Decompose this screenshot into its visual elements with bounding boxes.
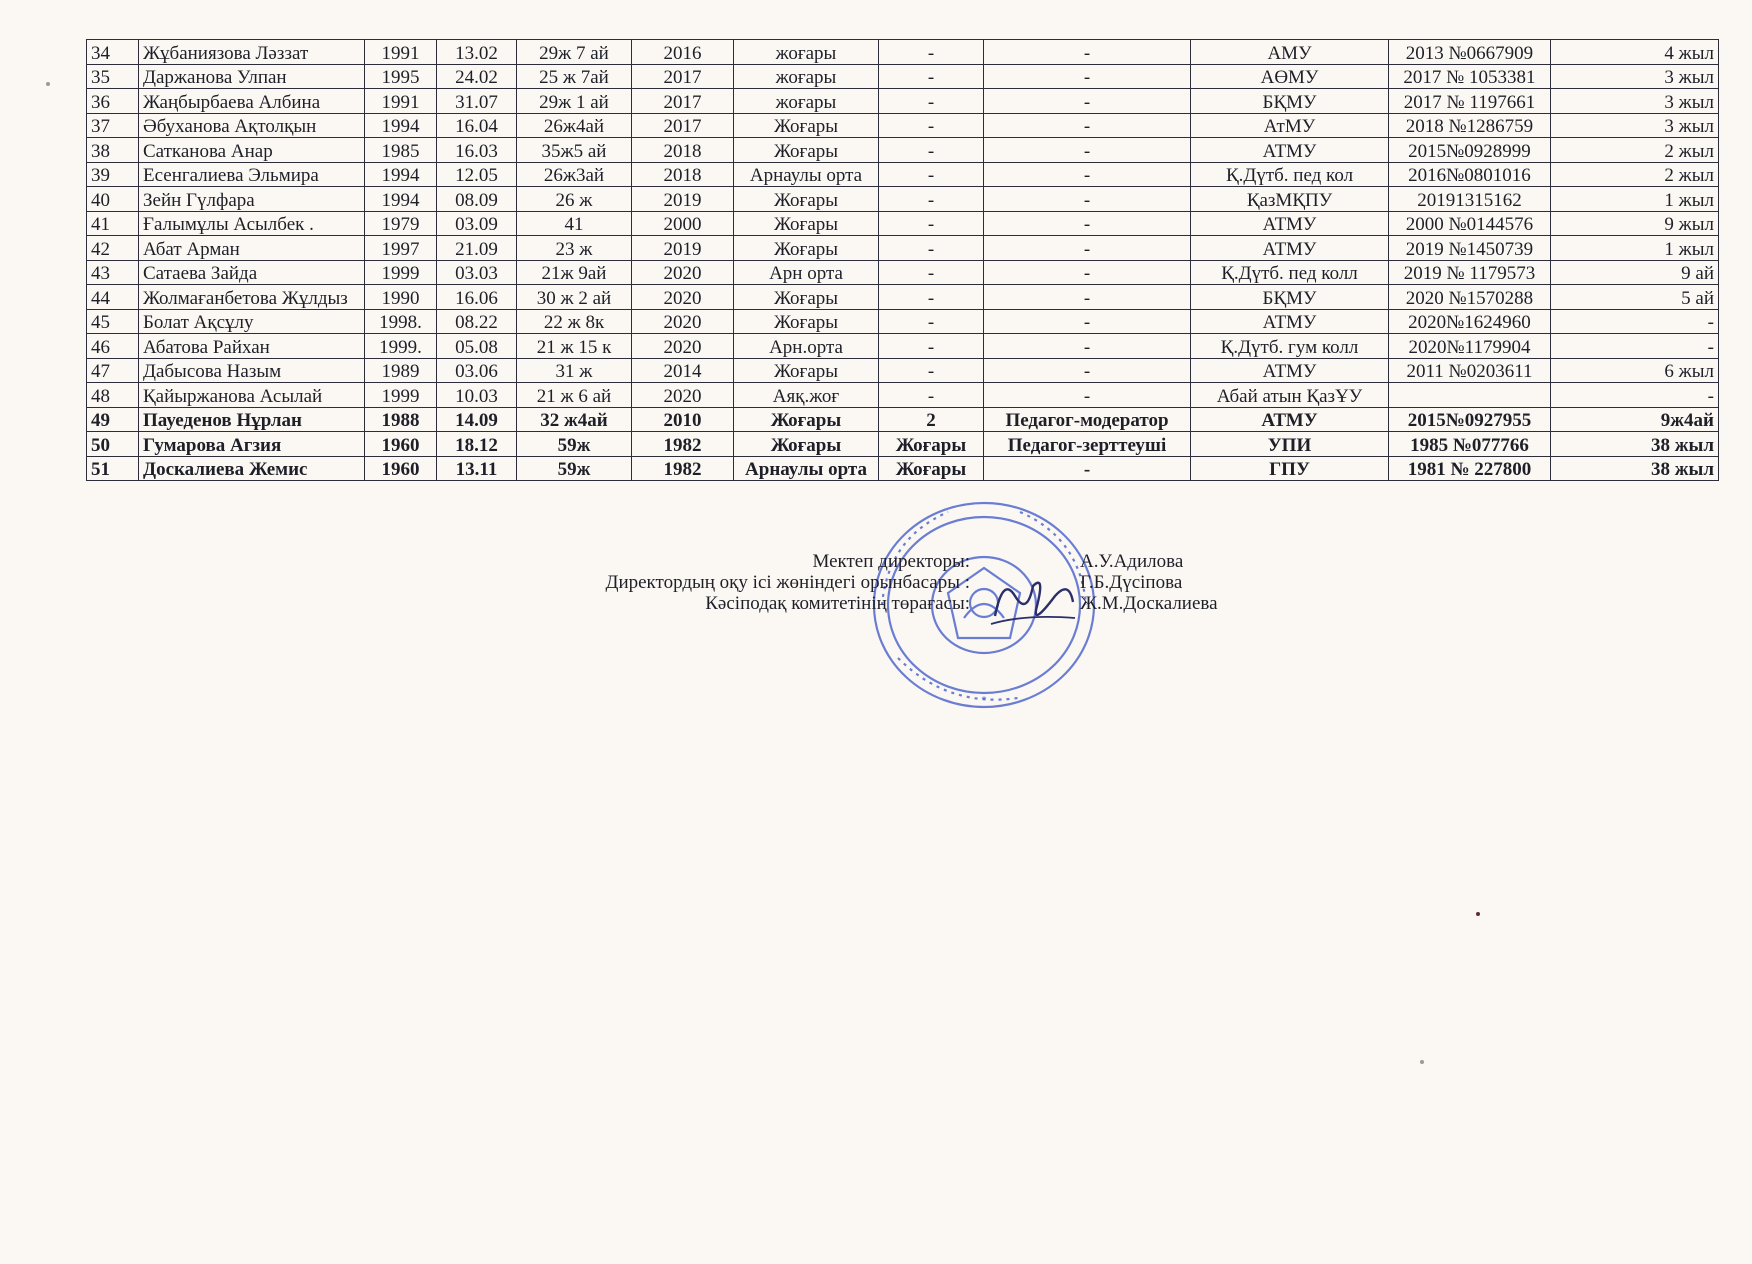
table-row	[87, 334, 1719, 359]
start-year-cell: 2020	[632, 309, 734, 334]
work-experience-cell: 3 жыл	[1551, 113, 1719, 138]
institution-cell: ГПУ	[1191, 456, 1389, 481]
category-cell: -	[879, 64, 984, 89]
scan-speck	[1420, 1060, 1424, 1064]
education-cell: Жоғары	[734, 358, 879, 383]
scan-speck	[46, 82, 50, 86]
signature-role: Мектеп директоры:	[812, 551, 970, 572]
education-cell: Арнаулы орта	[734, 456, 879, 481]
signature-role: Директордың оқу ісі жөніндегі орынбасары :	[605, 572, 970, 593]
institution-cell: АТМУ	[1191, 211, 1389, 236]
handwritten-signature	[985, 566, 1081, 636]
diploma-number-cell: 2000 №0144576	[1389, 211, 1551, 236]
institution-cell: АӨМУ	[1191, 64, 1389, 89]
category-cell: -	[879, 89, 984, 114]
diploma-number-cell: 2015№0927955	[1389, 407, 1551, 432]
start-year-cell: 2000	[632, 211, 734, 236]
work-experience-cell: 9 ай	[1551, 260, 1719, 285]
birth-date-cell: 16.04	[437, 113, 517, 138]
row-number-cell: 40	[87, 187, 139, 212]
qualification-cell: -	[984, 358, 1191, 383]
table-row	[87, 113, 1719, 138]
education-cell: Жоғары	[734, 285, 879, 310]
education-cell: Жоғары	[734, 236, 879, 261]
diploma-number-cell: 2015№0928999	[1389, 138, 1551, 163]
qualification-cell: -	[984, 260, 1191, 285]
work-experience-cell: 5 ай	[1551, 285, 1719, 310]
age-cell: 29ж 1 ай	[517, 89, 632, 114]
row-number-cell: 45	[87, 309, 139, 334]
institution-cell: АтМУ	[1191, 113, 1389, 138]
age-cell: 26ж4ай	[517, 113, 632, 138]
table-row	[87, 358, 1719, 383]
signature-role: Кәсіподақ комитетінің төрағасы:	[705, 593, 970, 614]
institution-cell: АТМУ	[1191, 407, 1389, 432]
staff-table	[86, 39, 1719, 481]
full-name-cell: Есенгалиева Эльмира	[139, 162, 365, 187]
birth-year-cell: 1999	[365, 260, 437, 285]
row-number-cell: 48	[87, 383, 139, 408]
table-row	[87, 89, 1719, 114]
category-cell: -	[879, 260, 984, 285]
category-cell: -	[879, 236, 984, 261]
birth-year-cell: 1990	[365, 285, 437, 310]
education-cell: Жоғары	[734, 138, 879, 163]
qualification-cell: -	[984, 162, 1191, 187]
category-cell: -	[879, 113, 984, 138]
table-row	[87, 211, 1719, 236]
education-cell: Жоғары	[734, 407, 879, 432]
svg-text:*: *	[981, 694, 987, 706]
staff-table-body	[87, 40, 1719, 481]
full-name-cell: Жолмағанбетова Жұлдыз	[139, 285, 365, 310]
age-cell: 22 ж 8к	[517, 309, 632, 334]
birth-date-cell: 31.07	[437, 89, 517, 114]
diploma-number-cell: 20191315162	[1389, 187, 1551, 212]
table-row	[87, 187, 1719, 212]
row-number-cell: 38	[87, 138, 139, 163]
work-experience-cell: 38 жыл	[1551, 432, 1719, 457]
diploma-number-cell: 2019 № 1179573	[1389, 260, 1551, 285]
full-name-cell: Дабысова Назым	[139, 358, 365, 383]
category-cell: -	[879, 358, 984, 383]
birth-year-cell: 1995	[365, 64, 437, 89]
age-cell: 23 ж	[517, 236, 632, 261]
birth-year-cell: 1994	[365, 162, 437, 187]
work-experience-cell: 9 жыл	[1551, 211, 1719, 236]
institution-cell: УПИ	[1191, 432, 1389, 457]
birth-year-cell: 1999.	[365, 334, 437, 359]
work-experience-cell: -	[1551, 334, 1719, 359]
birth-year-cell: 1991	[365, 40, 437, 65]
full-name-cell: Даржанова Улпан	[139, 64, 365, 89]
start-year-cell: 2017	[632, 89, 734, 114]
table-row	[87, 236, 1719, 261]
age-cell: 21ж 9ай	[517, 260, 632, 285]
diploma-number-cell: 2017 № 1053381	[1389, 64, 1551, 89]
work-experience-cell: 4 жыл	[1551, 40, 1719, 65]
row-number-cell: 36	[87, 89, 139, 114]
institution-cell: АТМУ	[1191, 236, 1389, 261]
category-cell: -	[879, 285, 984, 310]
diploma-number-cell: 1981 № 227800	[1389, 456, 1551, 481]
birth-year-cell: 1960	[365, 432, 437, 457]
work-experience-cell: 3 жыл	[1551, 64, 1719, 89]
institution-cell: АТМУ	[1191, 309, 1389, 334]
table-row	[87, 432, 1719, 457]
category-cell: -	[879, 40, 984, 65]
birth-date-cell: 18.12	[437, 432, 517, 457]
category-cell: -	[879, 334, 984, 359]
full-name-cell: Зейн Гүлфара	[139, 187, 365, 212]
start-year-cell: 1982	[632, 456, 734, 481]
institution-cell: АТМУ	[1191, 358, 1389, 383]
table-row	[87, 407, 1719, 432]
full-name-cell: Қайыржанова Асылай	[139, 383, 365, 408]
birth-year-cell: 1988	[365, 407, 437, 432]
education-cell: Арнаулы орта	[734, 162, 879, 187]
birth-date-cell: 08.09	[437, 187, 517, 212]
category-cell: 2	[879, 407, 984, 432]
table-row	[87, 260, 1719, 285]
row-number-cell: 43	[87, 260, 139, 285]
row-number-cell: 34	[87, 40, 139, 65]
table-row	[87, 309, 1719, 334]
birth-year-cell: 1979	[365, 211, 437, 236]
start-year-cell: 2019	[632, 236, 734, 261]
qualification-cell: -	[984, 138, 1191, 163]
education-cell: Жоғары	[734, 432, 879, 457]
birth-date-cell: 05.08	[437, 334, 517, 359]
education-cell: жоғары	[734, 64, 879, 89]
birth-date-cell: 12.05	[437, 162, 517, 187]
full-name-cell: Сатаева Зайда	[139, 260, 365, 285]
birth-date-cell: 14.09	[437, 407, 517, 432]
row-number-cell: 39	[87, 162, 139, 187]
education-cell: Арн.орта	[734, 334, 879, 359]
institution-cell: Қ.Дүтб. гум колл	[1191, 334, 1389, 359]
qualification-cell: -	[984, 383, 1191, 408]
birth-year-cell: 1985	[365, 138, 437, 163]
work-experience-cell: 38 жыл	[1551, 456, 1719, 481]
start-year-cell: 2020	[632, 260, 734, 285]
birth-year-cell: 1994	[365, 113, 437, 138]
age-cell: 59ж	[517, 432, 632, 457]
education-cell: жоғары	[734, 40, 879, 65]
birth-date-cell: 13.02	[437, 40, 517, 65]
institution-cell: Қ.Дүтб. пед кол	[1191, 162, 1389, 187]
birth-year-cell: 1960	[365, 456, 437, 481]
diploma-number-cell: 2011 №0203611	[1389, 358, 1551, 383]
qualification-cell: -	[984, 236, 1191, 261]
full-name-cell: Ғалымұлы Асылбек .	[139, 211, 365, 236]
work-experience-cell: 2 жыл	[1551, 138, 1719, 163]
birth-year-cell: 1998.	[365, 309, 437, 334]
age-cell: 31 ж	[517, 358, 632, 383]
start-year-cell: 2020	[632, 334, 734, 359]
work-experience-cell: 1 жыл	[1551, 187, 1719, 212]
start-year-cell: 2016	[632, 40, 734, 65]
category-cell: Жоғары	[879, 432, 984, 457]
diploma-number-cell: 2018 №1286759	[1389, 113, 1551, 138]
table-row	[87, 456, 1719, 481]
institution-cell: БҚМУ	[1191, 89, 1389, 114]
qualification-cell: -	[984, 309, 1191, 334]
birth-year-cell: 1999	[365, 383, 437, 408]
birth-year-cell: 1994	[365, 187, 437, 212]
age-cell: 21 ж 6 ай	[517, 383, 632, 408]
birth-date-cell: 03.06	[437, 358, 517, 383]
institution-cell: АТМУ	[1191, 138, 1389, 163]
diploma-number-cell	[1389, 383, 1551, 408]
diploma-number-cell: 2016№0801016	[1389, 162, 1551, 187]
qualification-cell: -	[984, 40, 1191, 65]
start-year-cell: 2014	[632, 358, 734, 383]
institution-cell: БҚМУ	[1191, 285, 1389, 310]
start-year-cell: 2017	[632, 64, 734, 89]
full-name-cell: Гумарова Агзия	[139, 432, 365, 457]
full-name-cell: Жұбаниязова Ләззат	[139, 40, 365, 65]
education-cell: Арн орта	[734, 260, 879, 285]
birth-date-cell: 13.11	[437, 456, 517, 481]
start-year-cell: 2010	[632, 407, 734, 432]
diploma-number-cell: 2020№1179904	[1389, 334, 1551, 359]
birth-year-cell: 1989	[365, 358, 437, 383]
birth-date-cell: 16.06	[437, 285, 517, 310]
table-row	[87, 285, 1719, 310]
start-year-cell: 1982	[632, 432, 734, 457]
full-name-cell: Пауеденов Нұрлан	[139, 407, 365, 432]
start-year-cell: 2020	[632, 383, 734, 408]
work-experience-cell: 9ж4ай	[1551, 407, 1719, 432]
row-number-cell: 35	[87, 64, 139, 89]
work-experience-cell: -	[1551, 383, 1719, 408]
education-cell: Жоғары	[734, 211, 879, 236]
qualification-cell: -	[984, 187, 1191, 212]
category-cell: Жоғары	[879, 456, 984, 481]
diploma-number-cell: 1985 №077766	[1389, 432, 1551, 457]
signature-name: А.У.Адилова	[1080, 551, 1184, 572]
qualification-cell: -	[984, 89, 1191, 114]
qualification-cell: Педагог-зерттеуші	[984, 432, 1191, 457]
qualification-cell: Педагог-модератор	[984, 407, 1191, 432]
category-cell: -	[879, 211, 984, 236]
work-experience-cell: -	[1551, 309, 1719, 334]
signature-name: Г.Б.Дүсіпова	[1080, 572, 1183, 593]
institution-cell: Қ.Дүтб. пед колл	[1191, 260, 1389, 285]
education-cell: Жоғары	[734, 187, 879, 212]
birth-date-cell: 16.03	[437, 138, 517, 163]
birth-date-cell: 03.09	[437, 211, 517, 236]
education-cell: жоғары	[734, 89, 879, 114]
institution-cell: АМУ	[1191, 40, 1389, 65]
row-number-cell: 41	[87, 211, 139, 236]
birth-year-cell: 1991	[365, 89, 437, 114]
start-year-cell: 2017	[632, 113, 734, 138]
education-cell: Жоғары	[734, 113, 879, 138]
diploma-number-cell: 2020 №1570288	[1389, 285, 1551, 310]
age-cell: 29ж 7 ай	[517, 40, 632, 65]
education-cell: Аяқ.жоғ	[734, 383, 879, 408]
qualification-cell: -	[984, 64, 1191, 89]
diploma-number-cell: 2019 №1450739	[1389, 236, 1551, 261]
institution-cell: Абай атын ҚазҰУ	[1191, 383, 1389, 408]
table-row	[87, 138, 1719, 163]
qualification-cell: -	[984, 456, 1191, 481]
work-experience-cell: 3 жыл	[1551, 89, 1719, 114]
birth-date-cell: 03.03	[437, 260, 517, 285]
full-name-cell: Абат Арман	[139, 236, 365, 261]
qualification-cell: -	[984, 285, 1191, 310]
full-name-cell: Әбуханова Ақтолқын	[139, 113, 365, 138]
qualification-cell: -	[984, 113, 1191, 138]
age-cell: 30 ж 2 ай	[517, 285, 632, 310]
signature-name: Ж.М.Доскалиева	[1080, 593, 1218, 614]
row-number-cell: 37	[87, 113, 139, 138]
start-year-cell: 2020	[632, 285, 734, 310]
age-cell: 25 ж 7ай	[517, 64, 632, 89]
table-row	[87, 40, 1719, 65]
diploma-number-cell: 2017 № 1197661	[1389, 89, 1551, 114]
institution-cell: ҚазМҚПУ	[1191, 187, 1389, 212]
table-row	[87, 64, 1719, 89]
qualification-cell: -	[984, 211, 1191, 236]
row-number-cell: 49	[87, 407, 139, 432]
scan-speck	[1476, 912, 1480, 916]
birth-date-cell: 24.02	[437, 64, 517, 89]
birth-date-cell: 08.22	[437, 309, 517, 334]
row-number-cell: 42	[87, 236, 139, 261]
table-row	[87, 162, 1719, 187]
category-cell: -	[879, 383, 984, 408]
diploma-number-cell: 2020№1624960	[1389, 309, 1551, 334]
qualification-cell: -	[984, 334, 1191, 359]
age-cell: 59ж	[517, 456, 632, 481]
age-cell: 21 ж 15 к	[517, 334, 632, 359]
row-number-cell: 47	[87, 358, 139, 383]
row-number-cell: 50	[87, 432, 139, 457]
birth-year-cell: 1997	[365, 236, 437, 261]
category-cell: -	[879, 162, 984, 187]
age-cell: 35ж5 ай	[517, 138, 632, 163]
category-cell: -	[879, 138, 984, 163]
full-name-cell: Сатканова Анар	[139, 138, 365, 163]
work-experience-cell: 2 жыл	[1551, 162, 1719, 187]
education-cell: Жоғары	[734, 309, 879, 334]
work-experience-cell: 6 жыл	[1551, 358, 1719, 383]
full-name-cell: Жаңбырбаева Албина	[139, 89, 365, 114]
full-name-cell: Болат Ақсұлу	[139, 309, 365, 334]
start-year-cell: 2019	[632, 187, 734, 212]
work-experience-cell: 1 жыл	[1551, 236, 1719, 261]
row-number-cell: 51	[87, 456, 139, 481]
start-year-cell: 2018	[632, 162, 734, 187]
row-number-cell: 46	[87, 334, 139, 359]
row-number-cell: 44	[87, 285, 139, 310]
full-name-cell: Доскалиева Жемис	[139, 456, 365, 481]
age-cell: 32 ж4ай	[517, 407, 632, 432]
category-cell: -	[879, 187, 984, 212]
age-cell: 26 ж	[517, 187, 632, 212]
birth-date-cell: 21.09	[437, 236, 517, 261]
diploma-number-cell: 2013 №0667909	[1389, 40, 1551, 65]
start-year-cell: 2018	[632, 138, 734, 163]
birth-date-cell: 10.03	[437, 383, 517, 408]
age-cell: 41	[517, 211, 632, 236]
age-cell: 26ж3ай	[517, 162, 632, 187]
table-row	[87, 383, 1719, 408]
category-cell: -	[879, 309, 984, 334]
full-name-cell: Абатова Райхан	[139, 334, 365, 359]
